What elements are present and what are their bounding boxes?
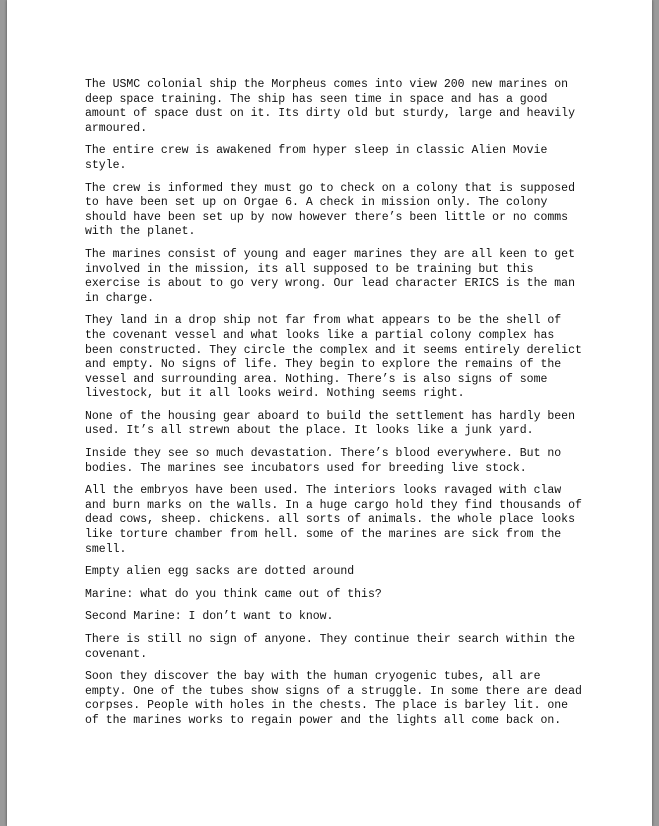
paragraph: The marines consist of young and eager marines they are all keen to get involved in the mission, its all supposed to be training but this exercise is about to go very wrong. Our lead character ERICS is the man in charge. [85, 247, 575, 305]
paragraph: They land in a drop ship not far from what appears to be the shell of the covenant vessel and what looks like a partial colony complex has been constructed. They circle the complex and it seems entirely derelict and empty. No signs of life. They begin to explore the remains of the vessel and surrounding area. Nothing. There’s is also signs of some livestock, but it all looks weird. Nothing seems right. [85, 314, 582, 401]
paragraph: Marine: what do you think came out of this? [85, 587, 382, 601]
document-body [85, 78, 585, 737]
paragraph: The entire crew is awakened from hyper sleep in classic Alien Movie style. [85, 144, 548, 172]
paragraph: Empty alien egg sacks are dotted around [85, 565, 355, 579]
paragraph: All the embryos have been used. The interiors looks ravaged with claw and burn marks on the walls. In a huge cargo hold they find thousands of dead cows, sheep. chickens. all sorts of animals. the whole place looks like torture chamber from hell. some of the marines are sick from the smell. [85, 484, 582, 556]
paragraph: The USMC colonial ship the Morpheus comes into view 200 new marines on deep space training. The ship has seen time in space and has a good amount of space dust on it. Its dirty old but sturdy, large and heavily armoured. [85, 78, 575, 135]
paragraph: There is still no sign of anyone. They continue their search within the covenant. [85, 633, 575, 661]
paragraph: The crew is informed they must go to check on a colony that is supposed to have been set up on Orgae 6. A check in mission only. The colony should have been set up by now however there’s been little or no comms with the planet. [85, 181, 575, 239]
paragraph: Inside they see so much devastation. There’s blood everywhere. But no bodies. The marines see incubators used for breeding live stock. [85, 447, 562, 475]
paragraph: None of the housing gear aboard to build the settlement has hardly been used. It’s all strewn about the place. It looks like a junk yard. [85, 409, 575, 438]
paragraph: Soon they discover the bay with the human cryogenic tubes, all are empty. One of the tubes show signs of a struggle. In some there are dead corpses. People with holes in the chests. The place is barley lit. one of the marines works to regain power and the lights all come back on. [85, 670, 582, 727]
document-page [7, 0, 652, 826]
paragraph: Second Marine: I don’t want to know. [85, 610, 334, 624]
